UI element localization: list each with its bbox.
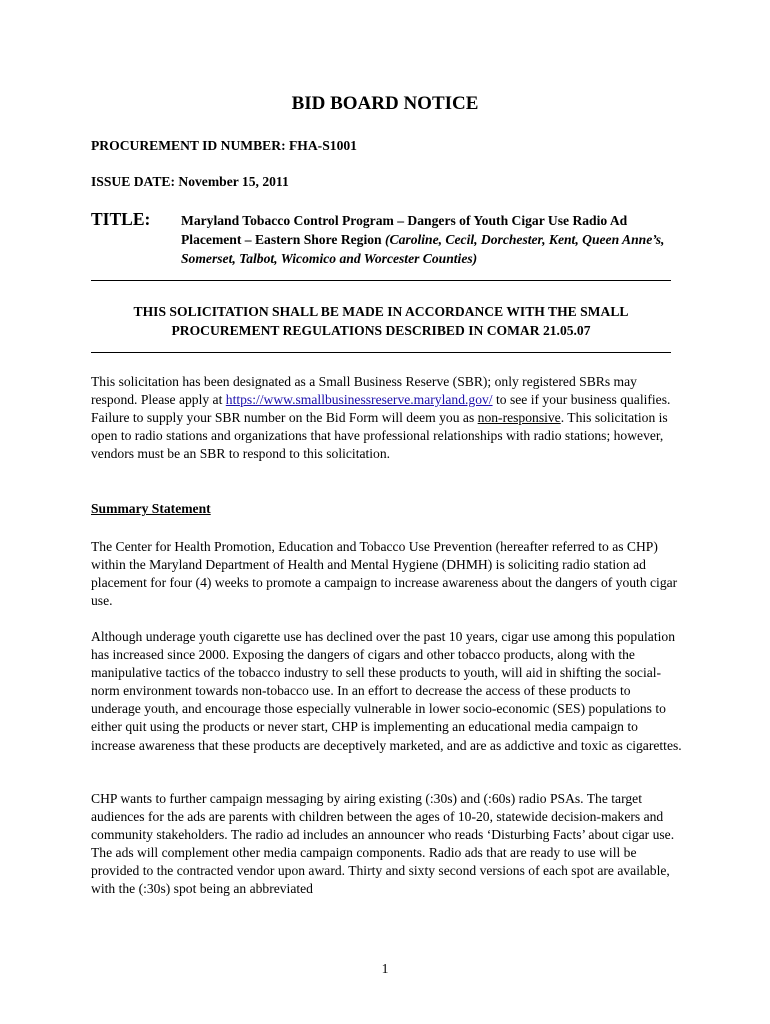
sbr-link[interactable]: https://www.smallbusinessreserve.maryland.gov/	[225, 392, 493, 408]
sbr-text-1: This solicitation has been designated as a Small Business Reserve (SBR); only registered SBRs may respond. Please apply at	[91, 374, 637, 408]
non-responsive-term: non-responsive	[477, 410, 561, 426]
solicitation-title-main: Maryland Tobacco Control Program – Dangers of Youth Cigar Use Radio Ad Placement – Eastern Shore Region	[181, 213, 628, 247]
summary-paragraph-3: CHP wants to further campaign messaging by airing existing (:30s) and (:60s) radio PSAs. The target audiences for the ads are parents with children between the ages of 10-20, statewide decision-makers and community stakeholders. The radio ad includes an announcer who reads ‘Disturbing Facts’ about cigar use. The ads will complement other media campaign components. Radio ads that are ready to use will be provided to the contracted vendor upon award. Thirty and sixty second versions of each spot are available, with the (:30s) spot being an abbreviated	[91, 791, 675, 897]
sbr-text-2: to see if your business qualifies. Failure to supply your SBR number on the Bid Form will deem you as	[91, 392, 671, 426]
divider-bottom	[91, 352, 671, 353]
document-title: BID BOARD NOTICE	[291, 93, 479, 114]
summary-paragraph-2: Although underage youth cigarette use has declined over the past 10 years, cigar use among this population has increased since 2000. Exposing the dangers of cigars and other tobacco products, along with the manipulative tactics of the tobacco industry to sell these products to youth, will aid in shifting the social-norm environment towards non-tobacco use. In an effort to decrease the access of these products to underage youth, and encourage those especially vulnerable in lower socio-economic (SES) populations to either quit using the products or never start, CHP is implementing an educational media campaign to increase awareness that these products are deceptively marketed, and are as addictive and toxic as cigarettes.	[91, 629, 682, 753]
title-label: TITLE:	[91, 209, 151, 229]
summary-heading: Summary Statement	[91, 501, 211, 516]
sbr-paragraph	[91, 373, 683, 463]
comar-notice: THIS SOLICITATION SHALL BE MADE IN ACCORDANCE WITH THE SMALL PROCUREMENT REGULATIONS DESCRIBED IN COMAR 21.05.07	[133, 304, 629, 338]
summary-paragraph-1: The Center for Health Promotion, Education and Tobacco Use Prevention (hereafter referred to as CHP) within the Maryland Department of Health and Mental Hygiene (DHMH) is soliciting radio station ad placement for four (4) weeks to promote a campaign to increase awareness about the dangers of youth cigar use.	[91, 539, 678, 609]
divider-top	[91, 280, 671, 281]
issue-date: ISSUE DATE: November 15, 2011	[91, 174, 289, 189]
procurement-id: PROCUREMENT ID NUMBER: FHA-S1001	[91, 138, 357, 153]
solicitation-title-counties: (Caroline, Cecil, Dorchester, Kent, Queen Anne’s, Somerset, Talbot, Wicomico and Worcester Counties)	[181, 232, 665, 266]
sbr-text-3: . This solicitation is open to radio stations and organizations that have professional relationships with radio stations; however, vendors must be an SBR to respond to this solicitation.	[91, 410, 668, 462]
page-number: 1	[381, 961, 389, 976]
solicitation-title	[181, 211, 681, 268]
